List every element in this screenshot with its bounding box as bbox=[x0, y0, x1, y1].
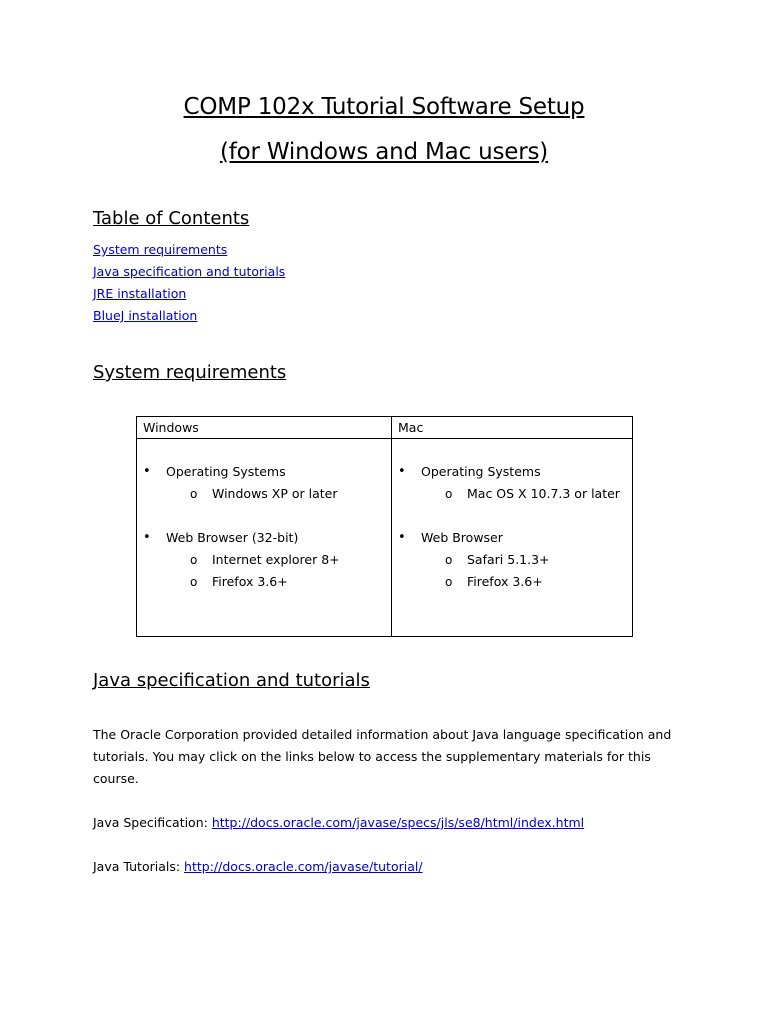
java-tutorials-link[interactable]: http://docs.oracle.com/javase/tutorial/ bbox=[184, 859, 423, 874]
system-requirements-table bbox=[136, 416, 633, 637]
windows-requirements-list bbox=[137, 461, 391, 593]
mac-browser-item: o Firefox 3.6+ bbox=[421, 571, 632, 593]
table-header-row bbox=[137, 417, 633, 439]
windows-browser-item: o Internet explorer 8+ bbox=[166, 549, 391, 571]
list-item bbox=[392, 527, 632, 593]
table-of-contents bbox=[93, 242, 285, 330]
mac-os-label: Operating Systems bbox=[421, 464, 541, 479]
toc-heading: Table of Contents bbox=[93, 208, 250, 229]
java-tutorials-line bbox=[93, 856, 683, 878]
toc-item bbox=[93, 286, 285, 308]
table-row bbox=[137, 439, 633, 637]
java-specification-line bbox=[93, 812, 683, 834]
windows-browser-item: o Firefox 3.6+ bbox=[166, 571, 391, 593]
windows-column-header: Windows bbox=[137, 417, 392, 439]
windows-os-item: o Windows XP or later bbox=[166, 483, 391, 505]
java-specification-link[interactable]: http://docs.oracle.com/javase/specs/jls/se8/html/index.html bbox=[211, 815, 585, 830]
toc-item bbox=[93, 264, 285, 286]
mac-requirements-cell bbox=[392, 439, 633, 637]
mac-os-sublist bbox=[421, 483, 632, 505]
toc-item bbox=[93, 308, 285, 330]
mac-column-header: Mac bbox=[392, 417, 633, 439]
list-item bbox=[137, 461, 391, 505]
java-intro-paragraph: The Oracle Corporation provided detailed information about Java language specification and tutorials. You may click on the links below to access the supplementary materials for this course. bbox=[93, 727, 672, 786]
java-specification-label: Java Specification: bbox=[93, 815, 212, 830]
windows-os-label: Operating Systems bbox=[166, 464, 286, 479]
java-section-heading: Java specification and tutorials bbox=[93, 670, 370, 691]
mac-os-item: o Mac OS X 10.7.3 or later bbox=[421, 483, 632, 505]
toc-link-bluej-installation[interactable]: BlueJ installation bbox=[93, 308, 198, 323]
mac-browser-label: Web Browser bbox=[421, 530, 503, 545]
toc-item bbox=[93, 242, 285, 264]
mac-requirements-list bbox=[392, 461, 632, 593]
windows-browser-label: Web Browser (32-bit) bbox=[166, 530, 299, 545]
toc-link-java-specification[interactable]: Java specification and tutorials bbox=[93, 264, 286, 279]
list-item bbox=[137, 527, 391, 593]
windows-os-sublist bbox=[166, 483, 391, 505]
java-tutorials-label: Java Tutorials: bbox=[93, 859, 185, 874]
list-item bbox=[392, 461, 632, 505]
mac-browser-sublist bbox=[421, 549, 632, 593]
document-title-line1: COMP 102x Tutorial Software Setup bbox=[183, 94, 585, 120]
toc-link-system-requirements[interactable]: System requirements bbox=[93, 242, 228, 257]
system-requirements-heading: System requirements bbox=[93, 362, 287, 383]
windows-requirements-cell bbox=[137, 439, 392, 637]
toc-link-jre-installation[interactable]: JRE installation bbox=[93, 286, 187, 301]
windows-browser-sublist bbox=[166, 549, 391, 593]
document-title-line2: (for Windows and Mac users) bbox=[219, 139, 549, 165]
mac-browser-item: o Safari 5.1.3+ bbox=[421, 549, 632, 571]
